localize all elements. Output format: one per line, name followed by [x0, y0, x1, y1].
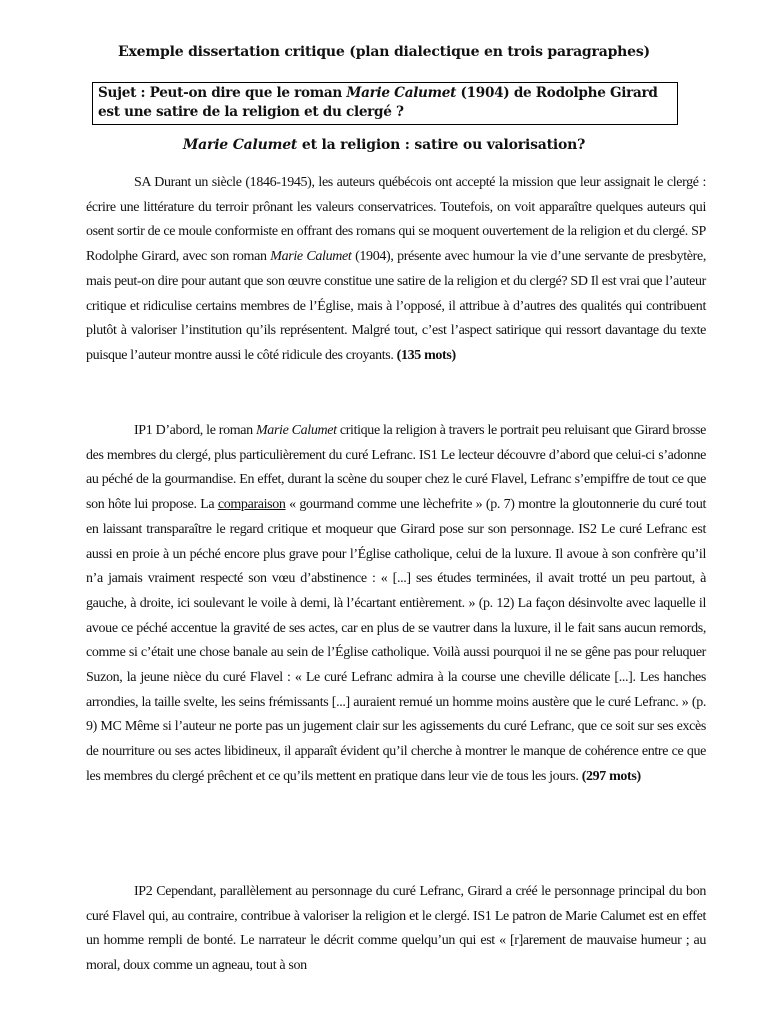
essay-title-novel: Marie Calumet	[182, 137, 298, 153]
ip1-paragraph	[86, 419, 706, 790]
intro-word-count: (135 mots)	[396, 347, 456, 363]
ip1-word-count: (297 mots)	[581, 768, 641, 784]
essay-title	[0, 137, 768, 153]
subject-text-start: Peut-on dire que le roman	[145, 85, 347, 101]
intro-novel-title: Marie Calumet	[270, 249, 352, 265]
subject-label: Sujet :	[98, 85, 146, 101]
ip1-underlined-term: comparaison	[217, 497, 286, 513]
introduction-paragraph	[86, 171, 706, 369]
essay-title-rest: et la religion : satire ou valorisation?	[297, 137, 586, 153]
subject-box	[92, 82, 678, 125]
ip2-paragraph	[86, 880, 706, 979]
ip1-text-1: IP1 D’abord, le roman	[134, 423, 256, 438]
subject-text-end: (1904) de Rodolphe Girard est une satire de la religion et du clergé ?	[98, 85, 658, 120]
intro-text-2: (1904), présente avec humour la vie d’une servante de presbytère, mais peut-on dire pour autant que son œuvre constitue une satire de la religion et du clergé? SD Il est vrai que l’auteur critique et ridiculise certains membres de l’Église, mais à l’opposé, il attribue à d’autres des qualités qui contribuent plutôt à valoriser l’institution qu’ils représentent. Malgré tout, c’est l’aspect satirique qui ressort davantage du texte puisque l’auteur montre aussi le côté ridicule des croyants.	[86, 249, 706, 363]
ip1-text-3: « gourmand comme une lèchefrite » (p. 7) montre la gloutonnerie du curé tout en laissant transparaître le regard critique et moqueur que Girard pose sur son personnage. IS2 Le curé Lefranc est aussi en proie à un péché encore plus grave pour l’Église catholique, celui de la luxure. Il avoue à son confrère qu’il n’a jamais vraiment respecté son vœu d’abstinence : « [...] ses études terminées, il avait trotté un peu partout, à gauche, à droite, ici soulevant le voile à demi, là l’écartant entièrement. » (p. 12) La façon désinvolte avec laquelle il avoue ce péché accentue la gravité de ses actes, car en plus de se vautrer dans la luxure, il le fait sans aucun remords, comme si c’était une chose banale au sein de l’Église catholique. Voilà aussi pourquoi il ne se gêne pas pour reluquer Suzon, la jeune nièce du curé Flavel : « Le curé Lefranc admira à la course une cheville délicate [...]. Les hanches arrondies, la taille svelte, les seins frémissants [...] auraient remué un homme moins austère que le curé Lefranc. » (p. 9) MC Même si l’auteur ne porte pas un jugement clair sur les agissements du curé Lefranc, que ce soit sur ses excès de nourriture ou ses actes libidineux, il apparaît évident qu’il cherche à montrer le manque de cohérence entre ce que les membres du clergé prêchent et ce qu’ils mettent en pratique dans leur vie de tous les jours.	[86, 497, 707, 784]
subject-novel-title: Marie Calumet	[346, 85, 457, 101]
ip1-text-2: critique la religion à travers le portrait peu reluisant que Girard brosse des membres du clergé, plus particulièrement du curé Lefranc. IS1 Le lecteur découvre d’abord que celui-ci s’adonne au péché de la gourmandise. En effet, durant la scène du souper chez le curé Flavel, Lefranc s’empiffre de tout ce que son hôte lui propose. La	[86, 423, 707, 513]
intro-text-1: SA Durant un siècle (1846-1945), les auteurs québécois ont accepté la mission que leur assignait le clergé : écrire une littérature du terroir prônant les valeurs conservatrices. Toutefois, on voit apparaître quelques auteurs qui osent sortir de ce moule conformiste en offrant des romans qui se moquent ouvertement de la religion et du clergé. SP Rodolphe Girard, avec son roman	[86, 175, 706, 265]
ip2-text-1: IP2 Cependant, parallèlement au personnage du curé Lefranc, Girard a créé le personnage principal du bon curé Flavel qui, au contraire, contribue à valoriser la religion et le clergé. IS1 Le patron de Marie Calumet est en effet un homme rempli de bonté. Le narrateur le décrit comme quelqu’un qui est « [r]arement de mauvaise humeur ; au moral, doux comme un agneau, tout à son	[86, 884, 706, 974]
ip1-novel-title: Marie Calumet	[255, 423, 337, 438]
document-title: Exemple dissertation critique (plan dialectique en trois paragraphes)	[118, 44, 650, 60]
